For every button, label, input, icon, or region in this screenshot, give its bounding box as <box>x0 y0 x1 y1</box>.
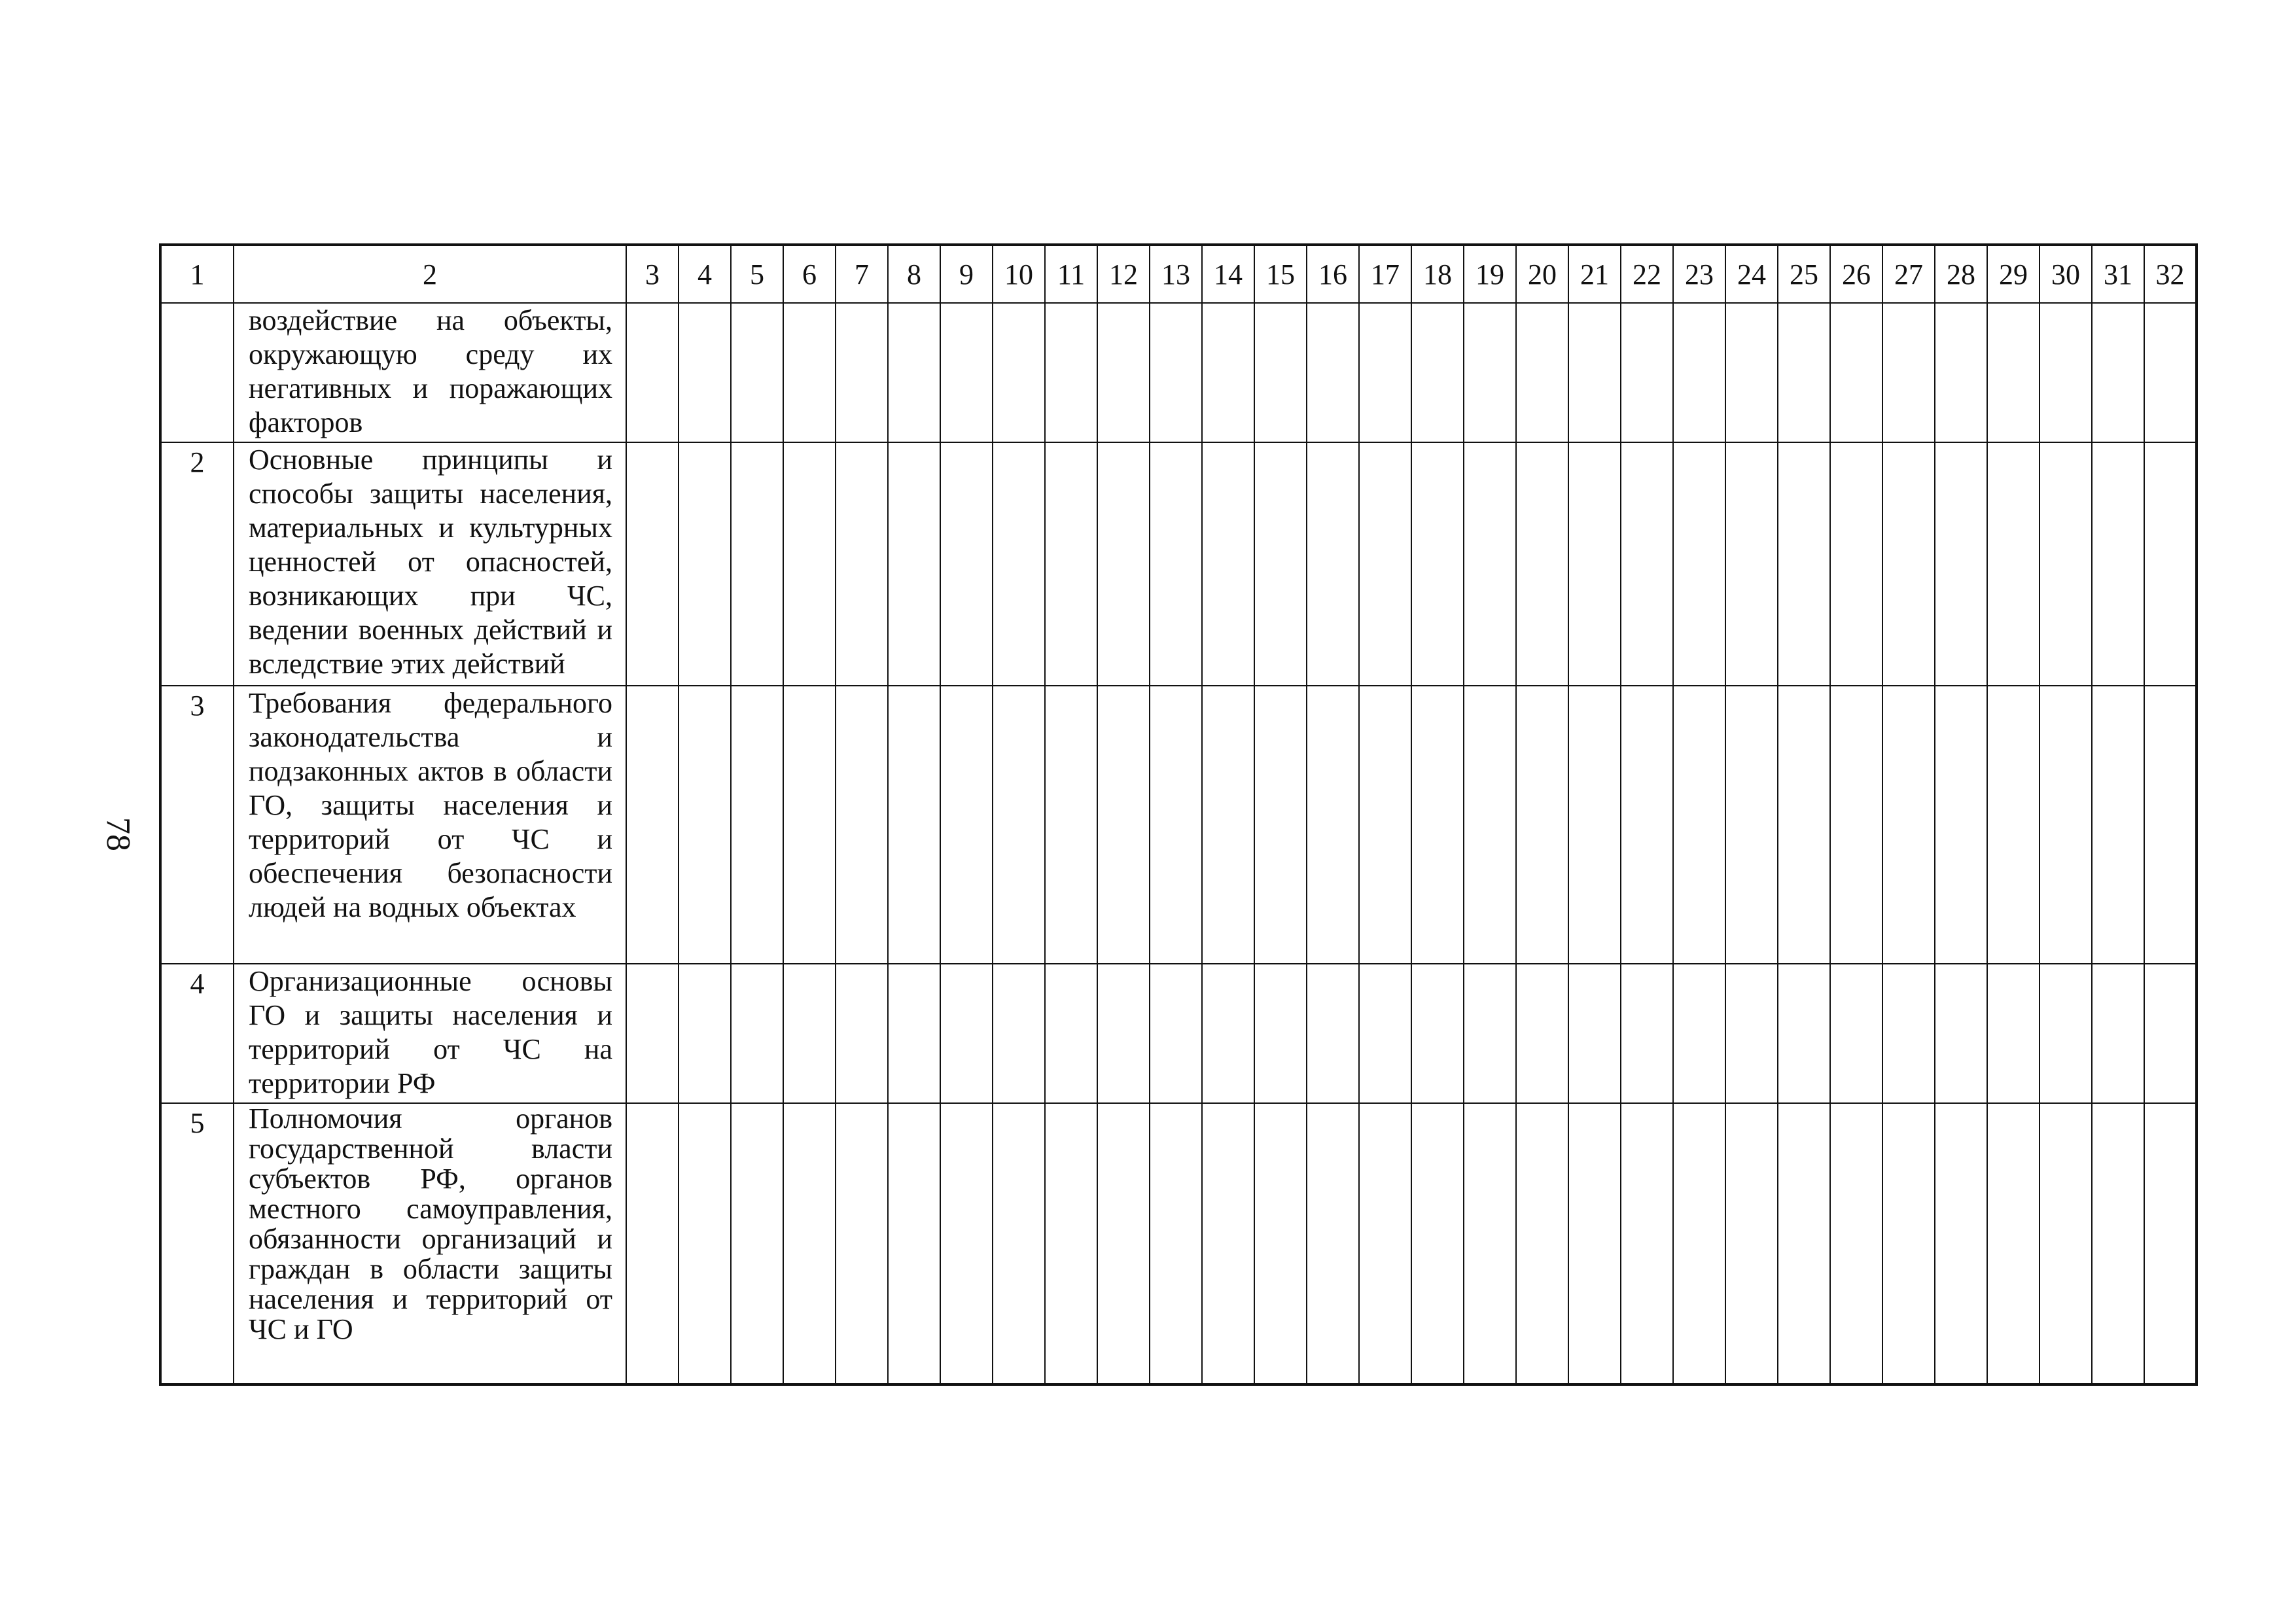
blank-cell <box>783 303 836 442</box>
header-cell: 23 <box>1673 245 1725 303</box>
header-cell: 6 <box>783 245 836 303</box>
blank-cell <box>626 303 679 442</box>
blank-cell <box>1621 686 1673 964</box>
blank-cell <box>1411 442 1464 686</box>
blank-cell <box>679 686 731 964</box>
blank-cell <box>1830 686 1882 964</box>
blank-cell <box>2144 686 2197 964</box>
blank-cell <box>836 303 888 442</box>
blank-cell <box>783 686 836 964</box>
blank-cell <box>1568 303 1621 442</box>
blank-cell <box>1882 964 1935 1103</box>
blank-cell <box>1254 1103 1307 1384</box>
blank-cell <box>1725 442 1778 686</box>
blank-cell <box>1516 442 1568 686</box>
blank-cell <box>1045 686 1097 964</box>
blank-cell <box>1778 964 1830 1103</box>
blank-cell <box>1097 1103 1150 1384</box>
blank-cell <box>1359 964 1411 1103</box>
header-cell: 28 <box>1935 245 1987 303</box>
blank-cell <box>940 1103 993 1384</box>
header-cell: 30 <box>2040 245 2092 303</box>
row-number <box>160 303 234 442</box>
header-cell: 24 <box>1725 245 1778 303</box>
header-cell: 26 <box>1830 245 1882 303</box>
blank-cell <box>1987 686 2040 964</box>
blank-cell <box>679 442 731 686</box>
blank-cell <box>731 303 783 442</box>
header-cell: 14 <box>1202 245 1254 303</box>
blank-cell <box>626 964 679 1103</box>
blank-cell <box>626 686 679 964</box>
blank-cell <box>1254 442 1307 686</box>
blank-cell <box>1359 303 1411 442</box>
topic-cell: воздействие на объекты, окружающую среду их негативных и поражающих факторов <box>234 303 626 442</box>
blank-cell <box>1150 303 1202 442</box>
header-cell: 12 <box>1097 245 1150 303</box>
blank-cell <box>2144 303 2197 442</box>
header-cell: 27 <box>1882 245 1935 303</box>
blank-cell <box>2040 686 2092 964</box>
blank-cell <box>2092 303 2144 442</box>
blank-cell <box>1725 303 1778 442</box>
blank-cell <box>1097 964 1150 1103</box>
blank-cell <box>1673 1103 1725 1384</box>
header-cell: 18 <box>1411 245 1464 303</box>
blank-cell <box>1045 303 1097 442</box>
blank-cell <box>1516 964 1568 1103</box>
blank-cell <box>1673 303 1725 442</box>
blank-cell <box>1621 1103 1673 1384</box>
blank-cell <box>731 964 783 1103</box>
blank-cell <box>1987 442 2040 686</box>
table-row <box>160 964 2197 1103</box>
blank-cell <box>1778 442 1830 686</box>
blank-cell <box>1097 686 1150 964</box>
header-cell: 10 <box>993 245 1045 303</box>
blank-cell <box>1202 303 1254 442</box>
blank-cell <box>1882 303 1935 442</box>
blank-cell <box>679 1103 731 1384</box>
blank-cell <box>1045 964 1097 1103</box>
blank-cell <box>1254 964 1307 1103</box>
blank-cell <box>1254 303 1307 442</box>
blank-cell <box>836 686 888 964</box>
blank-cell <box>1568 686 1621 964</box>
header-cell: 20 <box>1516 245 1568 303</box>
blank-cell <box>1411 303 1464 442</box>
blank-cell <box>1778 1103 1830 1384</box>
blank-cell <box>1359 442 1411 686</box>
header-cell: 2 <box>234 245 626 303</box>
blank-cell <box>1725 686 1778 964</box>
blank-cell <box>1725 1103 1778 1384</box>
blank-cell <box>2144 442 2197 686</box>
blank-cell <box>1464 686 1516 964</box>
blank-cell <box>1202 442 1254 686</box>
blank-cell <box>1464 442 1516 686</box>
row-number: 5 <box>160 1103 234 1384</box>
blank-cell <box>2144 964 2197 1103</box>
table-row <box>160 1103 2197 1384</box>
blank-cell <box>1882 1103 1935 1384</box>
table-row <box>160 686 2197 964</box>
blank-cell <box>1464 303 1516 442</box>
topic-cell: Основные принципы и способы защиты населения, материальных и культурных ценностей от опасностей, возникающих при ЧС, ведении военных действий и вследствие этих действий <box>234 442 626 686</box>
blank-cell <box>1568 1103 1621 1384</box>
blank-cell <box>940 964 993 1103</box>
blank-cell <box>1202 964 1254 1103</box>
blank-cell <box>1307 303 1359 442</box>
blank-cell <box>1516 303 1568 442</box>
blank-cell <box>1359 686 1411 964</box>
blank-cell <box>1673 964 1725 1103</box>
blank-cell <box>1359 1103 1411 1384</box>
row-number: 4 <box>160 964 234 1103</box>
blank-cell <box>1778 686 1830 964</box>
blank-cell <box>888 303 940 442</box>
blank-cell <box>1307 964 1359 1103</box>
blank-cell <box>679 303 731 442</box>
blank-cell <box>2040 303 2092 442</box>
table-row <box>160 303 2197 442</box>
header-cell: 3 <box>626 245 679 303</box>
blank-cell <box>731 686 783 964</box>
header-cell: 5 <box>731 245 783 303</box>
blank-cell <box>2092 1103 2144 1384</box>
blank-cell <box>1307 1103 1359 1384</box>
blank-cell <box>1045 442 1097 686</box>
blank-cell <box>1150 686 1202 964</box>
blank-cell <box>1568 442 1621 686</box>
page-number: 78 <box>99 817 137 851</box>
blank-cell <box>2092 686 2144 964</box>
blank-cell <box>1987 1103 2040 1384</box>
blank-cell <box>1516 1103 1568 1384</box>
blank-cell <box>731 1103 783 1384</box>
header-cell: 11 <box>1045 245 1097 303</box>
blank-cell <box>783 1103 836 1384</box>
table-row <box>160 442 2197 686</box>
header-cell: 4 <box>679 245 731 303</box>
blank-cell <box>1254 686 1307 964</box>
blank-cell <box>1987 303 2040 442</box>
blank-cell <box>1621 442 1673 686</box>
blank-cell <box>2092 964 2144 1103</box>
blank-cell <box>1725 964 1778 1103</box>
blank-cell <box>1830 964 1882 1103</box>
blank-cell <box>940 303 993 442</box>
blank-cell <box>1987 964 2040 1103</box>
header-row <box>160 245 2197 303</box>
blank-cell <box>783 964 836 1103</box>
blank-cell <box>940 686 993 964</box>
header-cell: 21 <box>1568 245 1621 303</box>
header-cell: 25 <box>1778 245 1830 303</box>
row-number: 3 <box>160 686 234 964</box>
blank-cell <box>993 964 1045 1103</box>
blank-cell <box>1830 442 1882 686</box>
blank-cell <box>836 442 888 686</box>
topic-cell: Организационные основы ГО и защиты населения и территорий от ЧС на территории РФ <box>234 964 626 1103</box>
blank-cell <box>1621 303 1673 442</box>
blank-cell <box>888 1103 940 1384</box>
blank-cell <box>836 964 888 1103</box>
header-cell: 19 <box>1464 245 1516 303</box>
blank-cell <box>1097 442 1150 686</box>
blank-cell <box>2144 1103 2197 1384</box>
blank-cell <box>1411 1103 1464 1384</box>
blank-cell <box>1882 686 1935 964</box>
header-cell: 15 <box>1254 245 1307 303</box>
blank-cell <box>1830 303 1882 442</box>
header-cell: 16 <box>1307 245 1359 303</box>
blank-cell <box>1935 303 1987 442</box>
row-number: 2 <box>160 442 234 686</box>
blank-cell <box>1935 686 1987 964</box>
blank-cell <box>1307 686 1359 964</box>
header-cell: 9 <box>940 245 993 303</box>
topic-cell: Требования федерального законодательства и подзаконных актов в области ГО, защиты населения и территорий от ЧС и обеспечения безопасности людей на водных объектах <box>234 686 626 964</box>
blank-cell <box>993 303 1045 442</box>
blank-cell <box>1935 1103 1987 1384</box>
blank-cell <box>940 442 993 686</box>
blank-cell <box>626 1103 679 1384</box>
blank-cell <box>1307 442 1359 686</box>
blank-cell <box>1464 1103 1516 1384</box>
blank-cell <box>1464 964 1516 1103</box>
header-cell: 8 <box>888 245 940 303</box>
blank-cell <box>1568 964 1621 1103</box>
header-cell: 32 <box>2144 245 2197 303</box>
schedule-table <box>159 243 2198 1386</box>
topic-cell: Полномочия органов государственной власти субъектов РФ, органов местного самоуправления, обязанности организаций и граждан в области защиты населения и территорий от ЧС и ГО <box>234 1103 626 1384</box>
blank-cell <box>1045 1103 1097 1384</box>
blank-cell <box>1202 1103 1254 1384</box>
blank-cell <box>993 442 1045 686</box>
blank-cell <box>1935 442 1987 686</box>
blank-cell <box>783 442 836 686</box>
blank-cell <box>2040 1103 2092 1384</box>
blank-cell <box>626 442 679 686</box>
blank-cell <box>2092 442 2144 686</box>
blank-cell <box>1673 686 1725 964</box>
blank-cell <box>1202 686 1254 964</box>
blank-cell <box>679 964 731 1103</box>
blank-cell <box>731 442 783 686</box>
blank-cell <box>1150 442 1202 686</box>
header-cell: 17 <box>1359 245 1411 303</box>
blank-cell <box>888 964 940 1103</box>
blank-cell <box>888 442 940 686</box>
header-cell: 13 <box>1150 245 1202 303</box>
blank-cell <box>1935 964 1987 1103</box>
blank-cell <box>993 686 1045 964</box>
blank-cell <box>1150 1103 1202 1384</box>
blank-cell <box>2040 964 2092 1103</box>
blank-cell <box>1778 303 1830 442</box>
blank-cell <box>993 1103 1045 1384</box>
blank-cell <box>1621 964 1673 1103</box>
blank-cell <box>1411 686 1464 964</box>
header-cell: 29 <box>1987 245 2040 303</box>
blank-cell <box>2040 442 2092 686</box>
header-cell: 7 <box>836 245 888 303</box>
blank-cell <box>1150 964 1202 1103</box>
blank-cell <box>836 1103 888 1384</box>
blank-cell <box>1882 442 1935 686</box>
header-cell: 22 <box>1621 245 1673 303</box>
header-cell: 31 <box>2092 245 2144 303</box>
blank-cell <box>1097 303 1150 442</box>
blank-cell <box>1830 1103 1882 1384</box>
blank-cell <box>1673 442 1725 686</box>
blank-cell <box>1411 964 1464 1103</box>
blank-cell <box>888 686 940 964</box>
blank-cell <box>1516 686 1568 964</box>
header-cell: 1 <box>160 245 234 303</box>
